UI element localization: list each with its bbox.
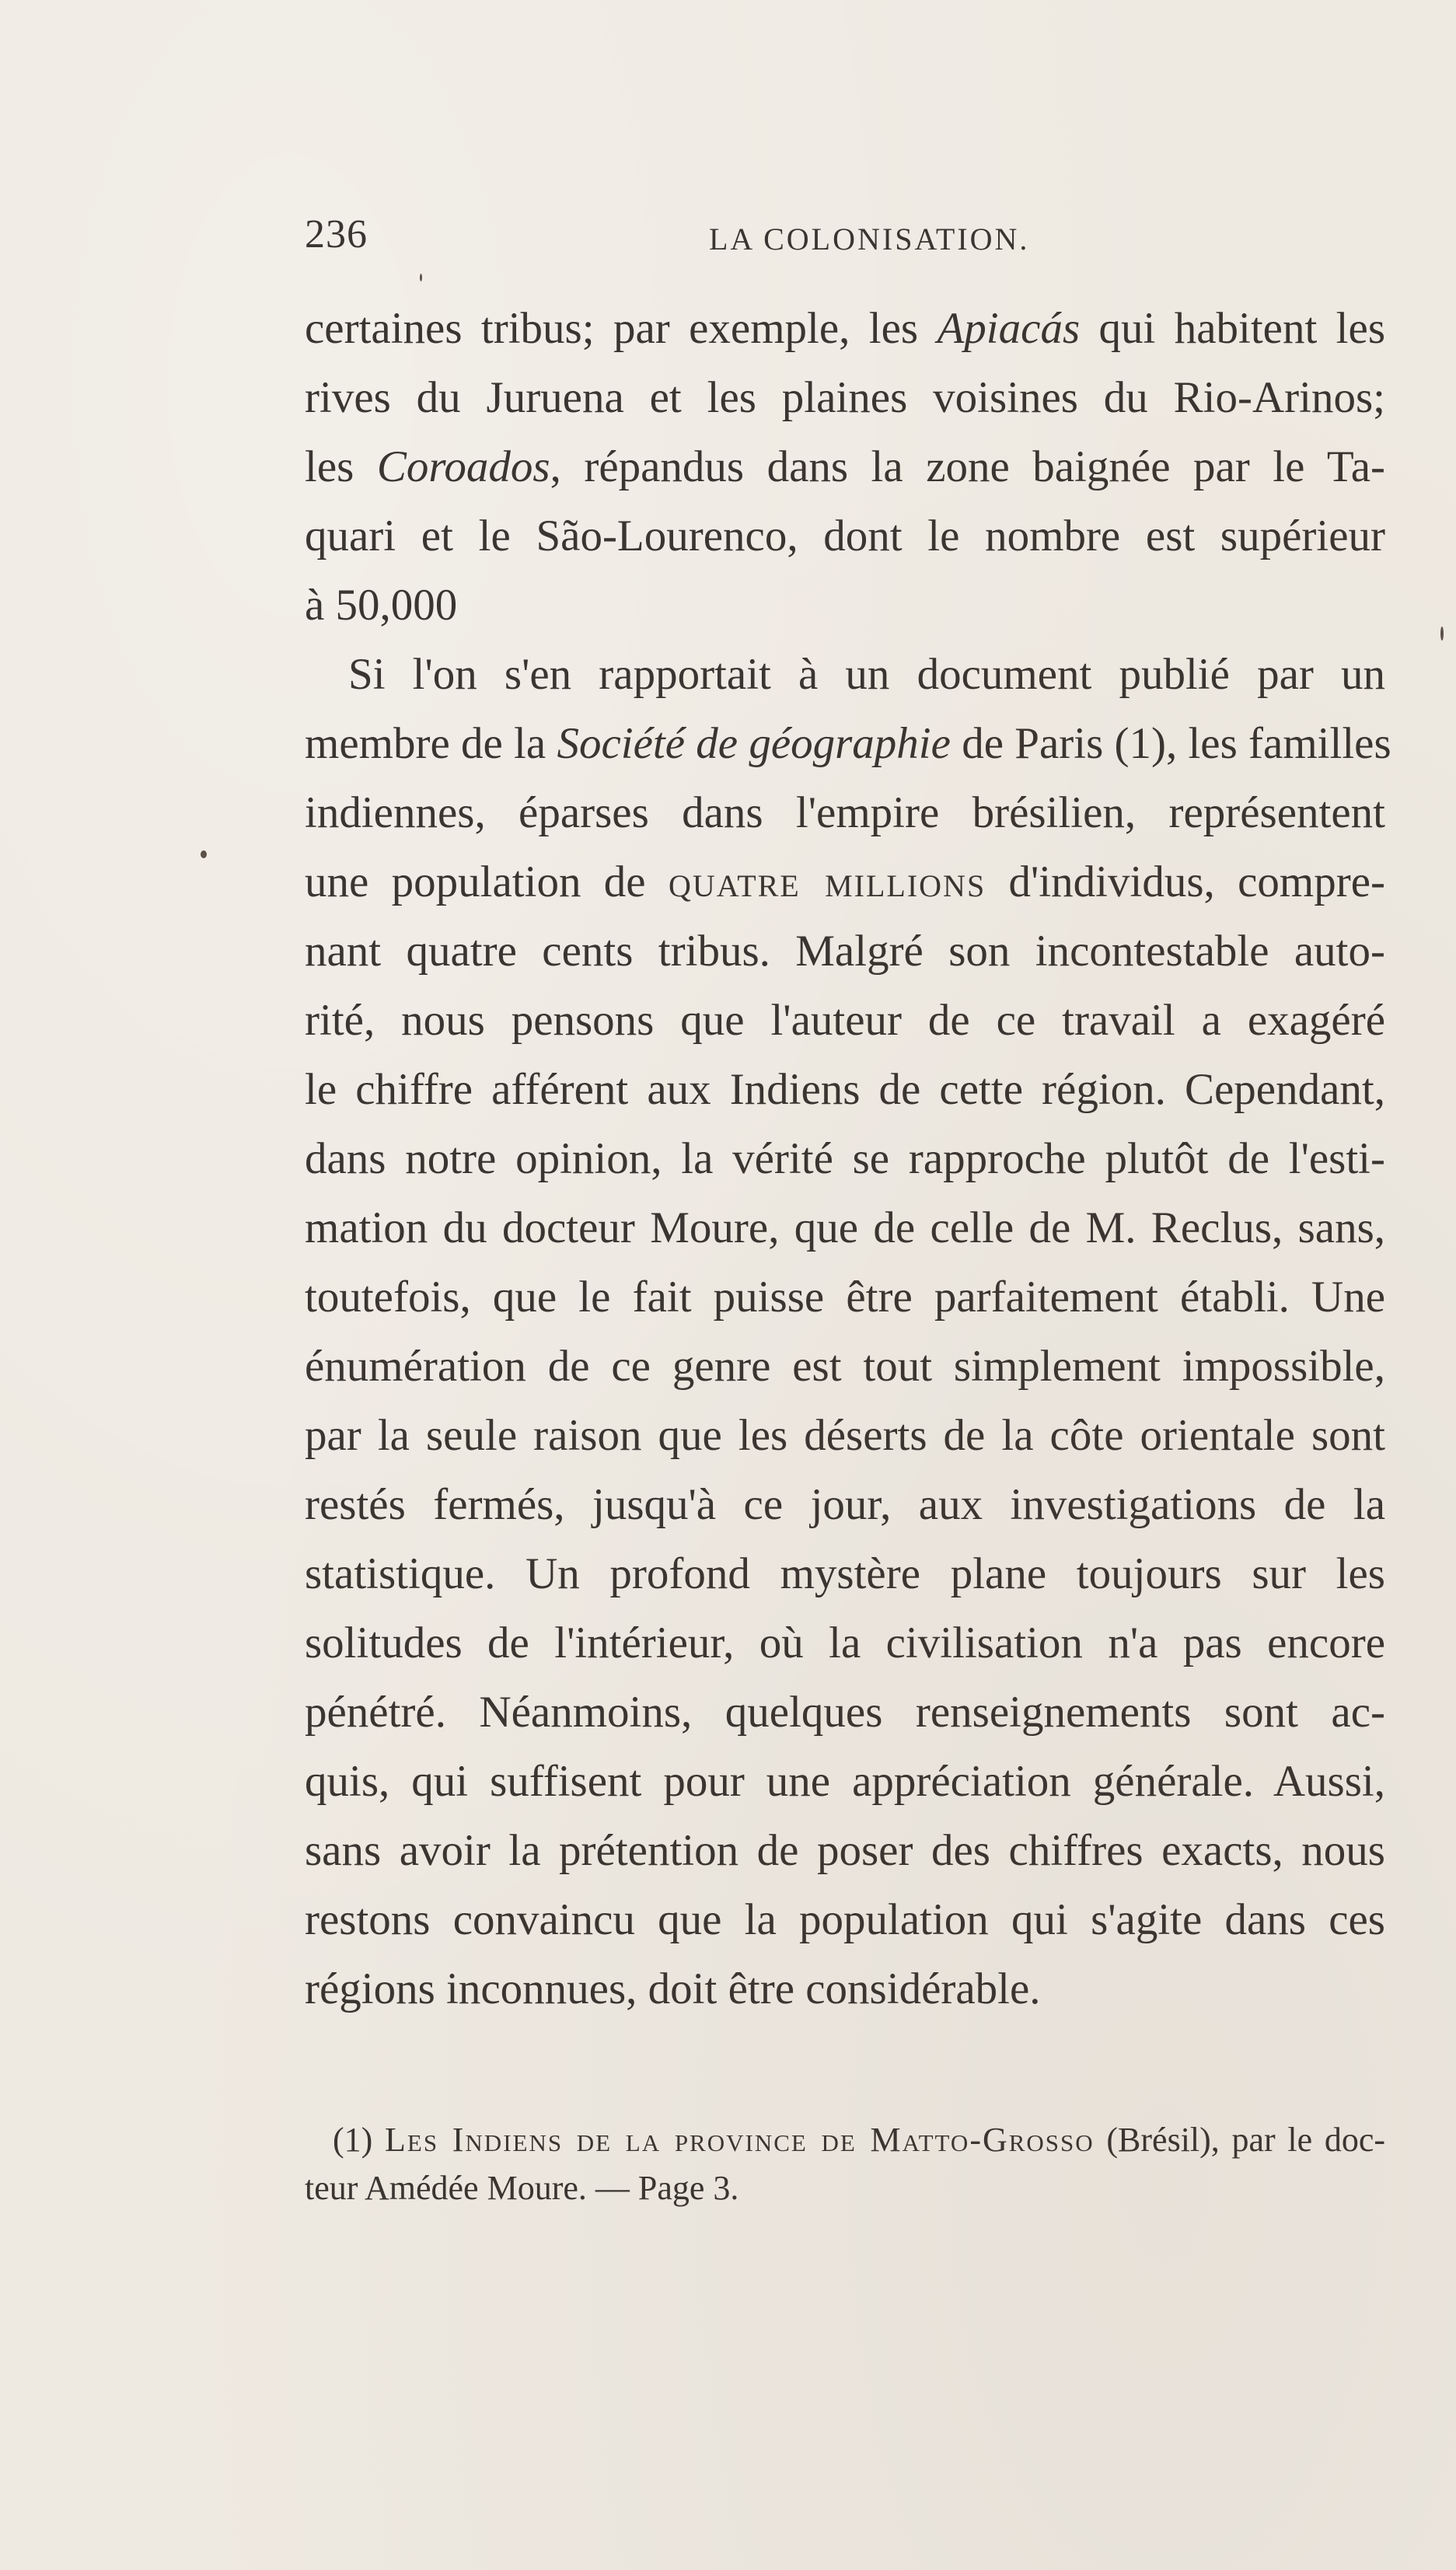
text-line: quis, qui suffisent pour une appréciation générale. Aussi, [305, 1757, 1385, 1806]
page-number: 236 [305, 212, 368, 257]
footnote-marker: (1) [333, 2121, 373, 2159]
text-line: les Coroados, répandus dans la zone baignée par le Ta- [305, 442, 1385, 491]
text-line: statistique. Un profond mystère plane toujours sur les [305, 1549, 1385, 1598]
text-line: restés fermés, jusqu'à ce jour, aux investigations de la [305, 1480, 1385, 1529]
text-line: toutefois, que le fait puisse être parfaitement établi. Une [305, 1273, 1385, 1322]
footnote-line: (1) Les Indiens de la province de Matto-Grosso (Brésil), par le doc- [333, 2121, 1385, 2159]
paragraph-start-line: Si l'on s'en rapportait à un document publié par un [348, 650, 1385, 699]
italic-term: Apiacás [937, 304, 1081, 353]
text-line: certaines tribus; par exemple, les Apiacás qui habitent les [305, 304, 1385, 353]
body-text [305, 294, 1391, 2024]
text-line: sans avoir la prétention de poser des chiffres exacts, nous [305, 1826, 1385, 1875]
text-line: le chiffre afférent aux Indiens de cette région. Cependant, [305, 1065, 1385, 1114]
text-line: quari et le São-Lourenco, dont le nombre est supérieur [305, 512, 1385, 560]
text-line: rité, nous pensons que l'auteur de ce travail a exagéré [305, 996, 1385, 1045]
paper-speck [201, 850, 207, 858]
text-line: une population de quatre millions d'individus, compre- [305, 857, 1385, 906]
italic-term: Coroados [376, 442, 550, 491]
text-line: nant quatre cents tribus. Malgré son incontestable auto- [305, 927, 1385, 976]
text-line: énumération de ce genre est tout simplement impossible, [305, 1342, 1385, 1391]
running-head: LA COLONISATION. [709, 222, 1030, 257]
text-line: indiennes, éparses dans l'empire brésilien, représentent [305, 788, 1385, 837]
footnote [305, 2116, 1385, 2212]
text-line: par la seule raison que les déserts de la côte orientale sont [305, 1411, 1385, 1460]
text-line: rives du Juruena et les plaines voisines du Rio-Arinos; [305, 373, 1385, 422]
text-line: à 50,000 [305, 581, 458, 630]
text-line: régions inconnues, doit être considérable. [305, 1964, 1041, 2013]
page-header [305, 211, 1354, 274]
italic-term: Société de géographie [557, 719, 951, 768]
text-line: pénétré. Néanmoins, quelques renseignements sont ac- [305, 1688, 1385, 1737]
text-line: mation du docteur Moure, que de celle de M. Reclus, sans, [305, 1203, 1385, 1252]
text-line: membre de la Société de géographie de Paris (1), les familles [305, 719, 1391, 768]
footnote-line: teur Amédée Moure. — Page 3. [305, 2169, 739, 2207]
text-line: dans notre opinion, la vérité se rapproche plutôt de l'esti- [305, 1134, 1385, 1183]
paper-speck [420, 274, 422, 281]
text-line: solitudes de l'intérieur, où la civilisation n'a pas encore [305, 1618, 1385, 1667]
paper-speck [1440, 627, 1444, 641]
small-caps-term: quatre millions [668, 857, 986, 906]
footnote-title: Les Indiens de la province de Matto-Grosso [385, 2121, 1095, 2159]
text-line: restons convaincu que la population qui s'agite dans ces [305, 1895, 1385, 1944]
